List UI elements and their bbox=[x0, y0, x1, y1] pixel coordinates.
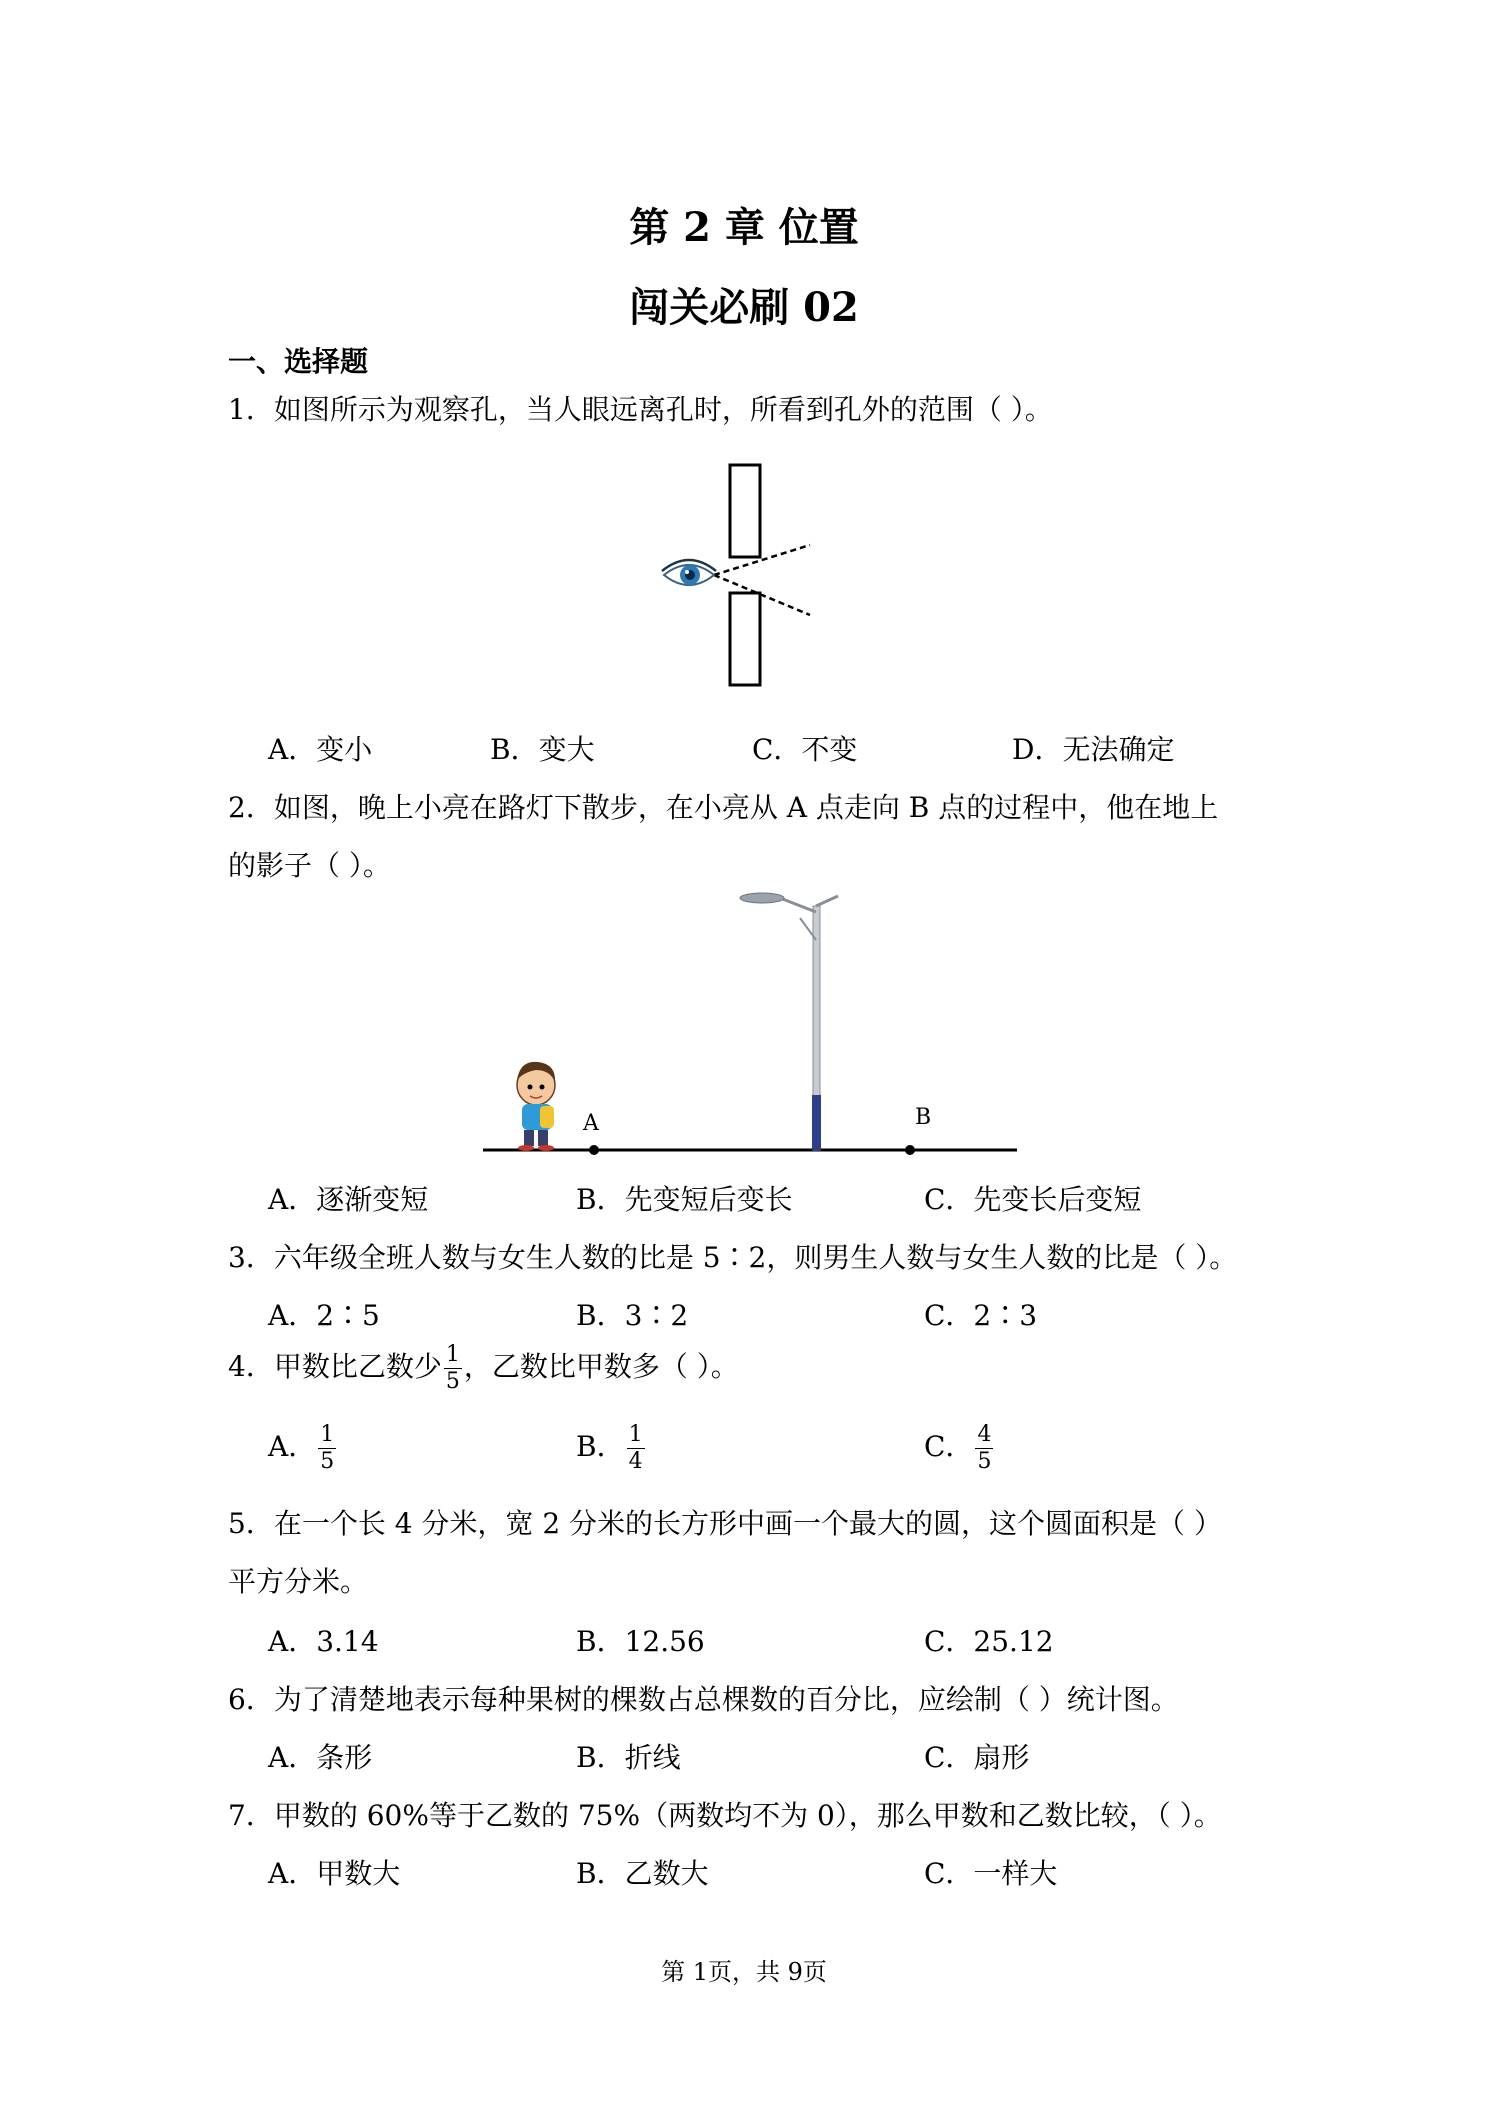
q4-option-a-label: A． bbox=[268, 1430, 317, 1463]
q1-option-c[interactable]: C．不变 bbox=[752, 733, 858, 766]
question-4-stem bbox=[228, 1344, 739, 1393]
q4-stem-fraction bbox=[444, 1344, 462, 1393]
q7-option-b[interactable]: B．乙数大 bbox=[576, 1857, 709, 1890]
q5-option-a[interactable]: A．3.14 bbox=[268, 1625, 379, 1658]
question-2-stem-line2: 的影子（ ）。 bbox=[228, 849, 391, 882]
q7-option-c[interactable]: C．一样大 bbox=[924, 1857, 1058, 1890]
point-b-label: B bbox=[915, 1105, 932, 1130]
question-3-stem: 3．六年级全班人数与女生人数的比是 5∶2，则男生人数与女生人数的比是（ ）。 bbox=[228, 1241, 1238, 1274]
q4-option-c-label: C． bbox=[924, 1430, 974, 1463]
q4-option-c-den: 5 bbox=[977, 1449, 992, 1474]
q2-option-a[interactable]: A．逐渐变短 bbox=[268, 1183, 429, 1216]
q6-option-c[interactable]: C．扇形 bbox=[924, 1741, 1030, 1774]
lower-sight-line bbox=[714, 575, 810, 615]
upper-wall-rect bbox=[730, 465, 760, 557]
eye-observation-hole-diagram bbox=[650, 455, 850, 690]
street-lamp-icon bbox=[740, 893, 838, 1150]
q4-option-b-label: B． bbox=[576, 1430, 625, 1463]
boy-icon bbox=[517, 1062, 555, 1151]
question-5-stem-line2: 平方分米。 bbox=[228, 1565, 369, 1598]
q4-option-c-fraction bbox=[975, 1424, 993, 1473]
q2-option-b[interactable]: B．先变短后变长 bbox=[576, 1183, 793, 1216]
lower-wall-rect bbox=[730, 593, 760, 685]
q4-stem-before: 4．甲数比乙数少 bbox=[228, 1350, 442, 1383]
q4-option-b-den: 4 bbox=[628, 1449, 643, 1474]
q4-option-c-num: 4 bbox=[977, 1422, 992, 1447]
point-a-dot bbox=[589, 1145, 599, 1155]
q4-stem-frac-num: 1 bbox=[445, 1342, 460, 1367]
question-1-stem: 1．如图所示为观察孔，当人眼远离孔时，所看到孔外的范围（ ）。 bbox=[228, 393, 1053, 426]
q1-option-a[interactable]: A．变小 bbox=[268, 733, 373, 766]
q6-option-a[interactable]: A．条形 bbox=[268, 1741, 373, 1774]
q4-stem-after: ，乙数比甲数多（ ）。 bbox=[463, 1350, 739, 1383]
question-2-stem-line1: 2．如图，晚上小亮在路灯下散步，在小亮从 A 点走向 B 点的过程中，他在地上 bbox=[228, 791, 1219, 824]
page-footer: 第 1页，共 9页 bbox=[661, 1958, 827, 1986]
q1-option-b[interactable]: B．变大 bbox=[490, 733, 595, 766]
q3-option-a[interactable]: A．2∶5 bbox=[268, 1299, 380, 1332]
question-5-stem-line1: 5．在一个长 4 分米，宽 2 分米的长方形中画一个最大的圆，这个圆面积是（ ） bbox=[228, 1507, 1222, 1540]
question-6-stem: 6．为了清楚地表示每种果树的棵数占总棵数的百分比，应绘制（ ）统计图。 bbox=[228, 1683, 1179, 1716]
question-7-stem: 7．甲数的 60%等于乙数的 75%（两数均不为 0），那么甲数和乙数比较，（ ）。 bbox=[228, 1799, 1222, 1832]
q5-option-b[interactable]: B．12.56 bbox=[576, 1625, 705, 1658]
q2-option-c[interactable]: C．先变长后变短 bbox=[924, 1183, 1142, 1216]
eye-icon bbox=[662, 560, 716, 585]
chapter-title: 第 2 章 位置 bbox=[629, 204, 859, 251]
q3-option-c[interactable]: C．2∶3 bbox=[924, 1299, 1038, 1332]
q6-option-b[interactable]: B．折线 bbox=[576, 1741, 681, 1774]
q4-option-a-num: 1 bbox=[320, 1422, 335, 1447]
q4-stem-frac-den: 5 bbox=[445, 1369, 460, 1394]
point-b-dot bbox=[905, 1145, 915, 1155]
q4-option-a[interactable] bbox=[268, 1424, 338, 1473]
upper-sight-line bbox=[714, 545, 810, 575]
section-title: 一、选择题 bbox=[228, 345, 369, 378]
page-subtitle: 闯关必刷 02 bbox=[629, 284, 859, 331]
q1-option-d[interactable]: D．无法确定 bbox=[1012, 733, 1175, 766]
q3-option-b[interactable]: B．3∶2 bbox=[576, 1299, 689, 1332]
q4-option-a-fraction bbox=[318, 1424, 336, 1473]
q7-option-a[interactable]: A．甲数大 bbox=[268, 1857, 401, 1890]
q4-option-a-den: 5 bbox=[320, 1449, 335, 1474]
q4-option-b[interactable] bbox=[576, 1424, 647, 1473]
q5-option-c[interactable]: C．25.12 bbox=[924, 1625, 1054, 1658]
q4-option-b-num: 1 bbox=[628, 1422, 643, 1447]
q4-option-b-fraction bbox=[627, 1424, 645, 1473]
street-lamp-diagram bbox=[480, 890, 1020, 1160]
point-a-label: A bbox=[583, 1111, 599, 1136]
q4-option-c[interactable] bbox=[924, 1424, 995, 1473]
